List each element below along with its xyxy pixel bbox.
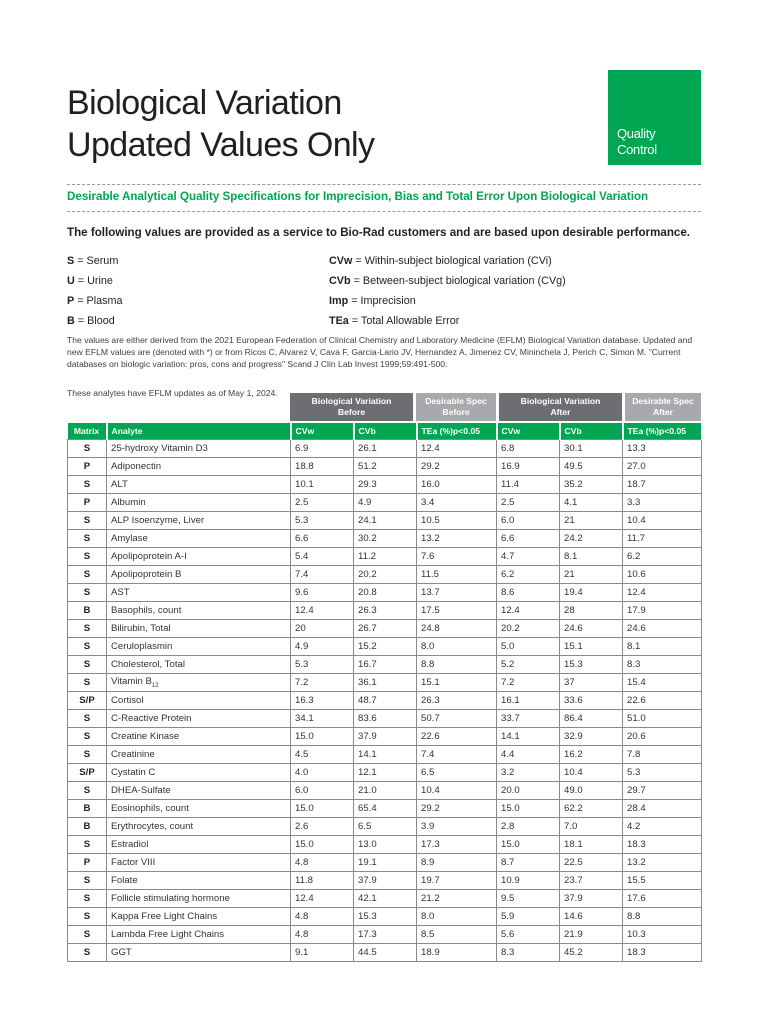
value-cell: 8.8 <box>417 656 497 674</box>
table-row <box>68 710 702 728</box>
value-cell: 15.1 <box>417 674 497 692</box>
value-cell: 21 <box>560 512 623 530</box>
table-row <box>68 602 702 620</box>
legend-item: CVb = Between-subject biological variation (CVg) <box>329 275 566 287</box>
value-cell: 7.8 <box>623 746 702 764</box>
group-header-spec-before: Desirable Spec Before <box>416 393 496 421</box>
value-cell: 16.9 <box>497 458 560 476</box>
value-cell: 48.7 <box>354 692 417 710</box>
column-header: CVb <box>354 423 417 440</box>
value-cell: 4.8 <box>291 908 354 926</box>
value-cell: 15.0 <box>291 800 354 818</box>
value-cell: 24.6 <box>560 620 623 638</box>
value-cell: 8.1 <box>623 638 702 656</box>
value-cell: 13.7 <box>417 584 497 602</box>
value-cell: 21.0 <box>354 782 417 800</box>
analyte-cell: Ceruloplasmin <box>107 638 291 656</box>
analyte-cell: DHEA-Sulfate <box>107 782 291 800</box>
value-cell: 11.2 <box>354 548 417 566</box>
value-cell: 4.9 <box>354 494 417 512</box>
matrix-cell: S <box>68 584 107 602</box>
value-cell: 26.3 <box>417 692 497 710</box>
value-cell: 4.2 <box>623 818 702 836</box>
value-cell: 9.6 <box>291 584 354 602</box>
analyte-cell: ALP Isoenzyme, Liver <box>107 512 291 530</box>
value-cell: 6.9 <box>291 440 354 458</box>
matrix-cell: S/P <box>68 764 107 782</box>
intro-text: The following values are provided as a service to Bio-Rad customers and are based upon desirable performance. <box>67 226 691 239</box>
matrix-cell: S <box>68 674 107 692</box>
table-row <box>68 584 702 602</box>
value-cell: 18.3 <box>623 944 702 962</box>
value-cell: 12.4 <box>417 440 497 458</box>
table-row <box>68 728 702 746</box>
value-cell: 8.8 <box>623 908 702 926</box>
legend-matrix <box>67 251 123 331</box>
legend-item: B = Blood <box>67 315 115 327</box>
value-cell: 20.6 <box>623 728 702 746</box>
analyte-cell: Folate <box>107 872 291 890</box>
value-cell: 19.7 <box>417 872 497 890</box>
matrix-cell: S <box>68 566 107 584</box>
matrix-cell: B <box>68 818 107 836</box>
analyte-cell: C-Reactive Protein <box>107 710 291 728</box>
value-cell: 35.2 <box>560 476 623 494</box>
value-cell: 4.1 <box>560 494 623 512</box>
value-cell: 4.9 <box>291 638 354 656</box>
value-cell: 10.4 <box>560 764 623 782</box>
value-cell: 21.2 <box>417 890 497 908</box>
analyte-cell: Erythrocytes, count <box>107 818 291 836</box>
value-cell: 5.3 <box>291 512 354 530</box>
value-cell: 15.2 <box>354 638 417 656</box>
quality-control-badge <box>608 70 701 165</box>
column-header: Matrix <box>68 423 107 440</box>
value-cell: 5.3 <box>623 764 702 782</box>
matrix-cell: S <box>68 440 107 458</box>
matrix-cell: S <box>68 782 107 800</box>
column-header: CVw <box>497 423 560 440</box>
analyte-cell: ALT <box>107 476 291 494</box>
value-cell: 8.1 <box>560 548 623 566</box>
value-cell: 5.9 <box>497 908 560 926</box>
source-note: The values are either derived from the 2021 European Federation of Clinical Chemistry and Laboratory Medicine (EFLM) Biological Variation database. Updated and new EFLM values are (denoted with *) or from Ricos C, Alvarez V, Cava F, Garcia-Lario JV, Hernandez A, Jimenez CV, Mininchela J, Perich C, Simon M. "Current databases on biologic variation: pros, cons and progress" Scand J Clin Lab Invest 1999;59:491-500. <box>67 335 693 369</box>
value-cell: 6.0 <box>497 512 560 530</box>
value-cell: 4.0 <box>291 764 354 782</box>
biological-variation-table <box>67 423 703 962</box>
analyte-cell: 25-hydroxy Vitamin D3 <box>107 440 291 458</box>
value-cell: 18.9 <box>417 944 497 962</box>
page-title <box>67 82 374 166</box>
value-cell: 10.3 <box>623 926 702 944</box>
value-cell: 29.7 <box>623 782 702 800</box>
matrix-cell: S <box>68 746 107 764</box>
column-header: CVb <box>560 423 623 440</box>
value-cell: 24.2 <box>560 530 623 548</box>
value-cell: 15.4 <box>623 674 702 692</box>
matrix-cell: S <box>68 710 107 728</box>
table-row <box>68 818 702 836</box>
value-cell: 8.3 <box>623 656 702 674</box>
divider-top <box>67 184 701 185</box>
matrix-cell: B <box>68 800 107 818</box>
analyte-cell: GGT <box>107 944 291 962</box>
value-cell: 18.3 <box>623 836 702 854</box>
analyte-cell: Cholesterol, Total <box>107 656 291 674</box>
value-cell: 20.0 <box>497 782 560 800</box>
value-cell: 37.9 <box>354 872 417 890</box>
value-cell: 6.6 <box>291 530 354 548</box>
analyte-cell: Albumin <box>107 494 291 512</box>
value-cell: 12.4 <box>623 584 702 602</box>
value-cell: 19.4 <box>560 584 623 602</box>
analyte-cell: Estradiol <box>107 836 291 854</box>
value-cell: 15.0 <box>291 728 354 746</box>
value-cell: 6.5 <box>417 764 497 782</box>
value-cell: 6.0 <box>291 782 354 800</box>
value-cell: 24.8 <box>417 620 497 638</box>
value-cell: 4.8 <box>291 854 354 872</box>
value-cell: 7.2 <box>497 674 560 692</box>
value-cell: 5.2 <box>497 656 560 674</box>
table-row <box>68 890 702 908</box>
title-line-2: Updated Values Only <box>67 126 375 164</box>
table-row <box>68 620 702 638</box>
table-row <box>68 944 702 962</box>
value-cell: 18.7 <box>623 476 702 494</box>
table-row <box>68 926 702 944</box>
updates-note: These analytes have EFLM updates as of May 1, 2024. <box>67 388 278 398</box>
value-cell: 14.6 <box>560 908 623 926</box>
table-row <box>68 548 702 566</box>
value-cell: 23.7 <box>560 872 623 890</box>
value-cell: 16.1 <box>497 692 560 710</box>
value-cell: 17.9 <box>623 602 702 620</box>
analyte-cell: Bilirubin, Total <box>107 620 291 638</box>
value-cell: 49.0 <box>560 782 623 800</box>
subtitle: Desirable Analytical Quality Specifications for Imprecision, Bias and Total Error Upon Biological Variation <box>67 190 649 203</box>
value-cell: 37.9 <box>354 728 417 746</box>
matrix-cell: P <box>68 494 107 512</box>
analyte-cell: Amylase <box>107 530 291 548</box>
value-cell: 34.1 <box>291 710 354 728</box>
analyte-cell: Lambda Free Light Chains <box>107 926 291 944</box>
value-cell: 2.6 <box>291 818 354 836</box>
value-cell: 37 <box>560 674 623 692</box>
analyte-cell: AST <box>107 584 291 602</box>
value-cell: 11.4 <box>497 476 560 494</box>
value-cell: 2.5 <box>497 494 560 512</box>
matrix-cell: S <box>68 872 107 890</box>
value-cell: 8.9 <box>417 854 497 872</box>
value-cell: 62.2 <box>560 800 623 818</box>
table-row <box>68 674 702 692</box>
matrix-cell: S <box>68 890 107 908</box>
value-cell: 12.4 <box>291 890 354 908</box>
value-cell: 17.6 <box>623 890 702 908</box>
value-cell: 30.1 <box>560 440 623 458</box>
value-cell: 36.1 <box>354 674 417 692</box>
value-cell: 3.2 <box>497 764 560 782</box>
table-row <box>68 530 702 548</box>
value-cell: 8.0 <box>417 908 497 926</box>
value-cell: 5.3 <box>291 656 354 674</box>
value-cell: 6.2 <box>497 566 560 584</box>
analyte-cell: Apolipoprotein A-I <box>107 548 291 566</box>
value-cell: 20.2 <box>354 566 417 584</box>
value-cell: 13.3 <box>623 440 702 458</box>
value-cell: 65.4 <box>354 800 417 818</box>
table-row <box>68 800 702 818</box>
value-cell: 17.5 <box>417 602 497 620</box>
value-cell: 15.3 <box>560 656 623 674</box>
value-cell: 4.7 <box>497 548 560 566</box>
value-cell: 7.2 <box>291 674 354 692</box>
table-row <box>68 836 702 854</box>
table-row <box>68 764 702 782</box>
matrix-cell: P <box>68 458 107 476</box>
matrix-cell: S <box>68 836 107 854</box>
value-cell: 15.1 <box>560 638 623 656</box>
value-cell: 6.6 <box>497 530 560 548</box>
analyte-cell: Eosinophils, count <box>107 800 291 818</box>
value-cell: 32.9 <box>560 728 623 746</box>
analyte-cell: Adiponectin <box>107 458 291 476</box>
matrix-cell: S <box>68 476 107 494</box>
value-cell: 21.9 <box>560 926 623 944</box>
value-cell: 29.2 <box>417 800 497 818</box>
value-cell: 17.3 <box>354 926 417 944</box>
value-cell: 10.4 <box>417 782 497 800</box>
table-row <box>68 476 702 494</box>
value-cell: 16.7 <box>354 656 417 674</box>
legend-item: U = Urine <box>67 275 113 287</box>
value-cell: 83.6 <box>354 710 417 728</box>
value-cell: 6.2 <box>623 548 702 566</box>
value-cell: 29.3 <box>354 476 417 494</box>
value-cell: 4.8 <box>291 926 354 944</box>
value-cell: 5.6 <box>497 926 560 944</box>
value-cell: 24.6 <box>623 620 702 638</box>
value-cell: 17.3 <box>417 836 497 854</box>
analyte-cell: Follicle stimulating hormone <box>107 890 291 908</box>
value-cell: 15.3 <box>354 908 417 926</box>
table-row <box>68 782 702 800</box>
value-cell: 8.0 <box>417 638 497 656</box>
value-cell: 6.8 <box>497 440 560 458</box>
value-cell: 5.4 <box>291 548 354 566</box>
value-cell: 13.0 <box>354 836 417 854</box>
value-cell: 16.3 <box>291 692 354 710</box>
table-row <box>68 656 702 674</box>
value-cell: 11.7 <box>623 530 702 548</box>
badge-line-2: Control <box>617 142 657 157</box>
value-cell: 10.4 <box>623 512 702 530</box>
value-cell: 16.2 <box>560 746 623 764</box>
value-cell: 9.1 <box>291 944 354 962</box>
column-header: TEa (%)p<0.05 <box>623 423 702 440</box>
value-cell: 26.1 <box>354 440 417 458</box>
value-cell: 16.0 <box>417 476 497 494</box>
analyte-cell: Factor VIII <box>107 854 291 872</box>
legend-item: CVw = Within-subject biological variation (CVi) <box>329 255 552 267</box>
table-row <box>68 566 702 584</box>
table-row <box>68 638 702 656</box>
table-row <box>68 458 702 476</box>
value-cell: 27.0 <box>623 458 702 476</box>
value-cell: 24.1 <box>354 512 417 530</box>
value-cell: 22.6 <box>417 728 497 746</box>
value-cell: 4.4 <box>497 746 560 764</box>
value-cell: 20 <box>291 620 354 638</box>
analyte-cell: Creatine Kinase <box>107 728 291 746</box>
value-cell: 7.4 <box>417 746 497 764</box>
analyte-cell: Apolipoprotein B <box>107 566 291 584</box>
analyte-cell: Kappa Free Light Chains <box>107 908 291 926</box>
value-cell: 13.2 <box>623 854 702 872</box>
column-header: Analyte <box>107 423 291 440</box>
analyte-cell: Creatinine <box>107 746 291 764</box>
value-cell: 13.2 <box>417 530 497 548</box>
value-cell: 33.7 <box>497 710 560 728</box>
value-cell: 12.4 <box>497 602 560 620</box>
value-cell: 51.0 <box>623 710 702 728</box>
value-cell: 37.9 <box>560 890 623 908</box>
matrix-cell: S <box>68 926 107 944</box>
analyte-cell: Cystatin C <box>107 764 291 782</box>
value-cell: 15.5 <box>623 872 702 890</box>
value-cell: 7.0 <box>560 818 623 836</box>
value-cell: 14.1 <box>497 728 560 746</box>
value-cell: 10.1 <box>291 476 354 494</box>
group-header-bv-after: Biological Variation After <box>499 393 622 421</box>
badge-line-1: Quality <box>617 126 656 141</box>
value-cell: 11.8 <box>291 872 354 890</box>
value-cell: 10.5 <box>417 512 497 530</box>
value-cell: 2.5 <box>291 494 354 512</box>
table-body <box>68 440 702 962</box>
value-cell: 8.6 <box>497 584 560 602</box>
value-cell: 50.7 <box>417 710 497 728</box>
table-row <box>68 494 702 512</box>
value-cell: 12.1 <box>354 764 417 782</box>
value-cell: 7.4 <box>291 566 354 584</box>
table-row <box>68 908 702 926</box>
table-header-row <box>68 423 702 440</box>
matrix-cell: S <box>68 908 107 926</box>
value-cell: 2.8 <box>497 818 560 836</box>
value-cell: 22.5 <box>560 854 623 872</box>
title-line-1: Biological Variation <box>67 84 342 122</box>
value-cell: 28.4 <box>623 800 702 818</box>
value-cell: 26.3 <box>354 602 417 620</box>
value-cell: 18.1 <box>560 836 623 854</box>
value-cell: 15.0 <box>291 836 354 854</box>
value-cell: 26.7 <box>354 620 417 638</box>
table-row <box>68 746 702 764</box>
matrix-cell: S <box>68 512 107 530</box>
value-cell: 33.6 <box>560 692 623 710</box>
value-cell: 49.5 <box>560 458 623 476</box>
value-cell: 20.2 <box>497 620 560 638</box>
value-cell: 22.6 <box>623 692 702 710</box>
value-cell: 20.8 <box>354 584 417 602</box>
table-row <box>68 512 702 530</box>
matrix-cell: S <box>68 638 107 656</box>
matrix-cell: S <box>68 656 107 674</box>
analyte-cell: Basophils, count <box>107 602 291 620</box>
value-cell: 51.2 <box>354 458 417 476</box>
table-row <box>68 854 702 872</box>
matrix-cell: S/P <box>68 692 107 710</box>
value-cell: 86.4 <box>560 710 623 728</box>
value-cell: 3.4 <box>417 494 497 512</box>
value-cell: 7.6 <box>417 548 497 566</box>
value-cell: 15.0 <box>497 800 560 818</box>
column-header: CVw <box>291 423 354 440</box>
value-cell: 21 <box>560 566 623 584</box>
table-row <box>68 692 702 710</box>
value-cell: 8.5 <box>417 926 497 944</box>
table-row <box>68 440 702 458</box>
table-row <box>68 872 702 890</box>
value-cell: 10.9 <box>497 872 560 890</box>
value-cell: 11.5 <box>417 566 497 584</box>
value-cell: 30.2 <box>354 530 417 548</box>
value-cell: 28 <box>560 602 623 620</box>
column-header: TEa (%)p<0.05 <box>417 423 497 440</box>
value-cell: 8.7 <box>497 854 560 872</box>
legend-item: P = Plasma <box>67 295 123 307</box>
value-cell: 3.9 <box>417 818 497 836</box>
legend-item: S = Serum <box>67 255 119 267</box>
value-cell: 14.1 <box>354 746 417 764</box>
matrix-cell: S <box>68 548 107 566</box>
value-cell: 42.1 <box>354 890 417 908</box>
value-cell: 12.4 <box>291 602 354 620</box>
matrix-cell: S <box>68 944 107 962</box>
value-cell: 4.5 <box>291 746 354 764</box>
legend-item: Imp = Imprecision <box>329 295 416 307</box>
value-cell: 19.1 <box>354 854 417 872</box>
value-cell: 6.5 <box>354 818 417 836</box>
value-cell: 3.3 <box>623 494 702 512</box>
value-cell: 44.5 <box>354 944 417 962</box>
value-cell: 45.2 <box>560 944 623 962</box>
matrix-cell: S <box>68 728 107 746</box>
value-cell: 8.3 <box>497 944 560 962</box>
matrix-cell: S <box>68 620 107 638</box>
matrix-cell: S <box>68 530 107 548</box>
value-cell: 9.5 <box>497 890 560 908</box>
group-header-spec-after: Desirable Spec After <box>625 393 701 421</box>
value-cell: 10.6 <box>623 566 702 584</box>
analyte-cell: Cortisol <box>107 692 291 710</box>
value-cell: 15.0 <box>497 836 560 854</box>
matrix-cell: B <box>68 602 107 620</box>
analyte-cell: Vitamin $B_{12}$ <box>107 674 291 692</box>
legend-abbreviations <box>329 251 566 331</box>
value-cell: 29.2 <box>417 458 497 476</box>
matrix-cell: P <box>68 854 107 872</box>
value-cell: 5.0 <box>497 638 560 656</box>
divider-bottom <box>67 211 701 212</box>
value-cell: 18.8 <box>291 458 354 476</box>
legend-item: TEa = Total Allowable Error <box>329 315 460 327</box>
group-header-bv-before: Biological Variation Before <box>290 393 413 421</box>
